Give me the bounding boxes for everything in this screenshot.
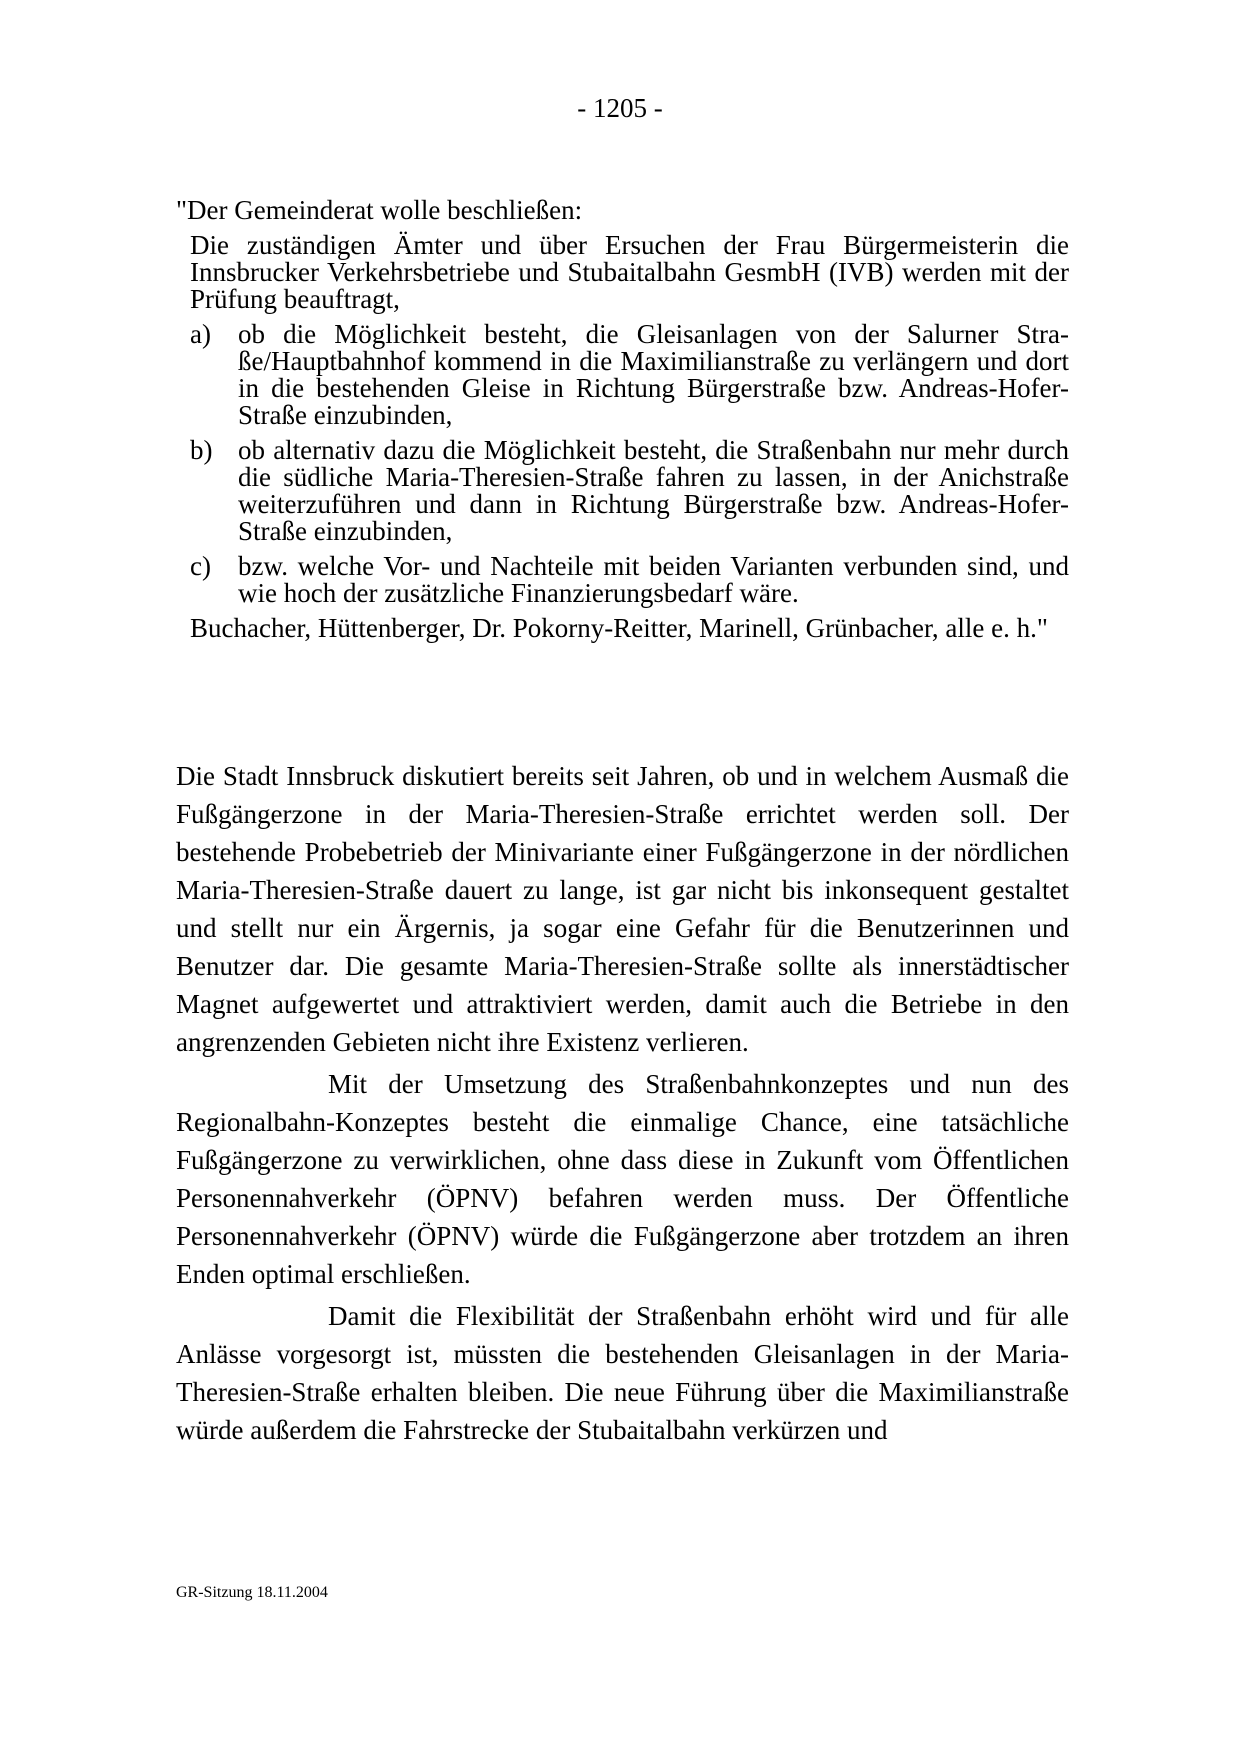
- item-letter: b): [190, 435, 213, 465]
- motion-item-c: [190, 553, 1069, 607]
- motion-item-a: [190, 321, 1069, 429]
- page-number: - 1205 -: [577, 93, 663, 123]
- paragraph-2: Mit der Umsetzung des Straßenbahnkonzeptes und nun des Regionalbahn-Konzeptes besteht die einmalige Chance, eine tatsächliche Fußgängerzone zu verwirklichen, ohne dass diese in Zukunft vom Öffentlichen Personennahverkehr (ÖPNV) befahren werden muss. Der Öffentliche Personennahverkehr (ÖPNV) würde die Fußgängerzone aber trotzdem an ihren Enden optimal erschließen.: [176, 1069, 1069, 1289]
- motion-item-b: [190, 437, 1069, 545]
- motion-intro: "Der Gemeinderat wolle beschließen:: [176, 195, 583, 225]
- motion-lead: Die zuständigen Ämter und über Ersuchen der Frau Bürgermeisterin die Innsbrucker Verkehrsbetriebe und Stubaitalbahn GesmbH (IVB) werden mit der Prüfung beauftragt,: [190, 230, 1069, 314]
- body-text: [176, 757, 1069, 1453]
- item-text: ob die Möglichkeit besteht, die Gleisanlagen von der Salurner Straße/Hauptbahnhof kommend in die Maximilianstraße zu verlängern und dort in die bestehenden Gleise in Richtung Bürgerstraße bzw. Andreas-Hofer-Straße einzubinden,: [238, 319, 1069, 430]
- signatories: Buchacher, Hüttenberger, Dr. Pokorny-Reitter, Marinell, Grünbacher, alle e. h.": [190, 613, 1048, 643]
- item-letter: c): [190, 551, 211, 581]
- item-text: ob alternativ dazu die Möglichkeit besteht, die Straßenbahn nur mehr durch die südliche Maria-Theresien-Straße fahren zu lassen, in der Anichstraße weiterzuführen und dann in Richtung Bürgerstraße bzw. Andreas-Hofer-Straße einzubinden,: [238, 435, 1069, 546]
- paragraph-1: Die Stadt Innsbruck diskutiert bereits seit Jahren, ob und in welchem Ausmaß die Fußgängerzone in der Maria-Theresien-Straße errichtet werden soll. Der bestehende Probebetrieb der Minivariante einer Fußgängerzone in der nördlichen Maria-Theresien-Straße dauert zu lange, ist gar nicht bis inkonsequent gestaltet und stellt nur ein Ärgernis, ja sogar eine Gefahr für die Benutzerinnen und Benutzer dar. Die gesamte Maria-Theresien-Straße sollte als innerstädtischer Magnet aufgewertet und attraktiviert werden, damit auch die Betriebe in den angrenzenden Gebieten nicht ihre Existenz verlieren.: [176, 761, 1069, 1057]
- item-letter: a): [190, 319, 211, 349]
- motion-block: [176, 194, 1069, 642]
- item-text: bzw. welche Vor- und Nachteile mit beiden Varianten verbunden sind, und wie hoch der zusätzliche Finanzierungsbedarf wäre.: [238, 551, 1069, 608]
- paragraph-3: Damit die Flexibilität der Straßenbahn erhöht wird und für alle Anlässe vorgesorgt ist, müssten die bestehenden Gleisanlagen in der Maria-Theresien-Straße erhalten bleiben. Die neue Führung über die Maximilianstraße würde außerdem die Fahrstrecke der Stubaitalbahn verkürzen und: [176, 1301, 1069, 1445]
- footer-session-date: GR-Sitzung 18.11.2004: [176, 1584, 328, 1601]
- motion-body: [190, 232, 1069, 642]
